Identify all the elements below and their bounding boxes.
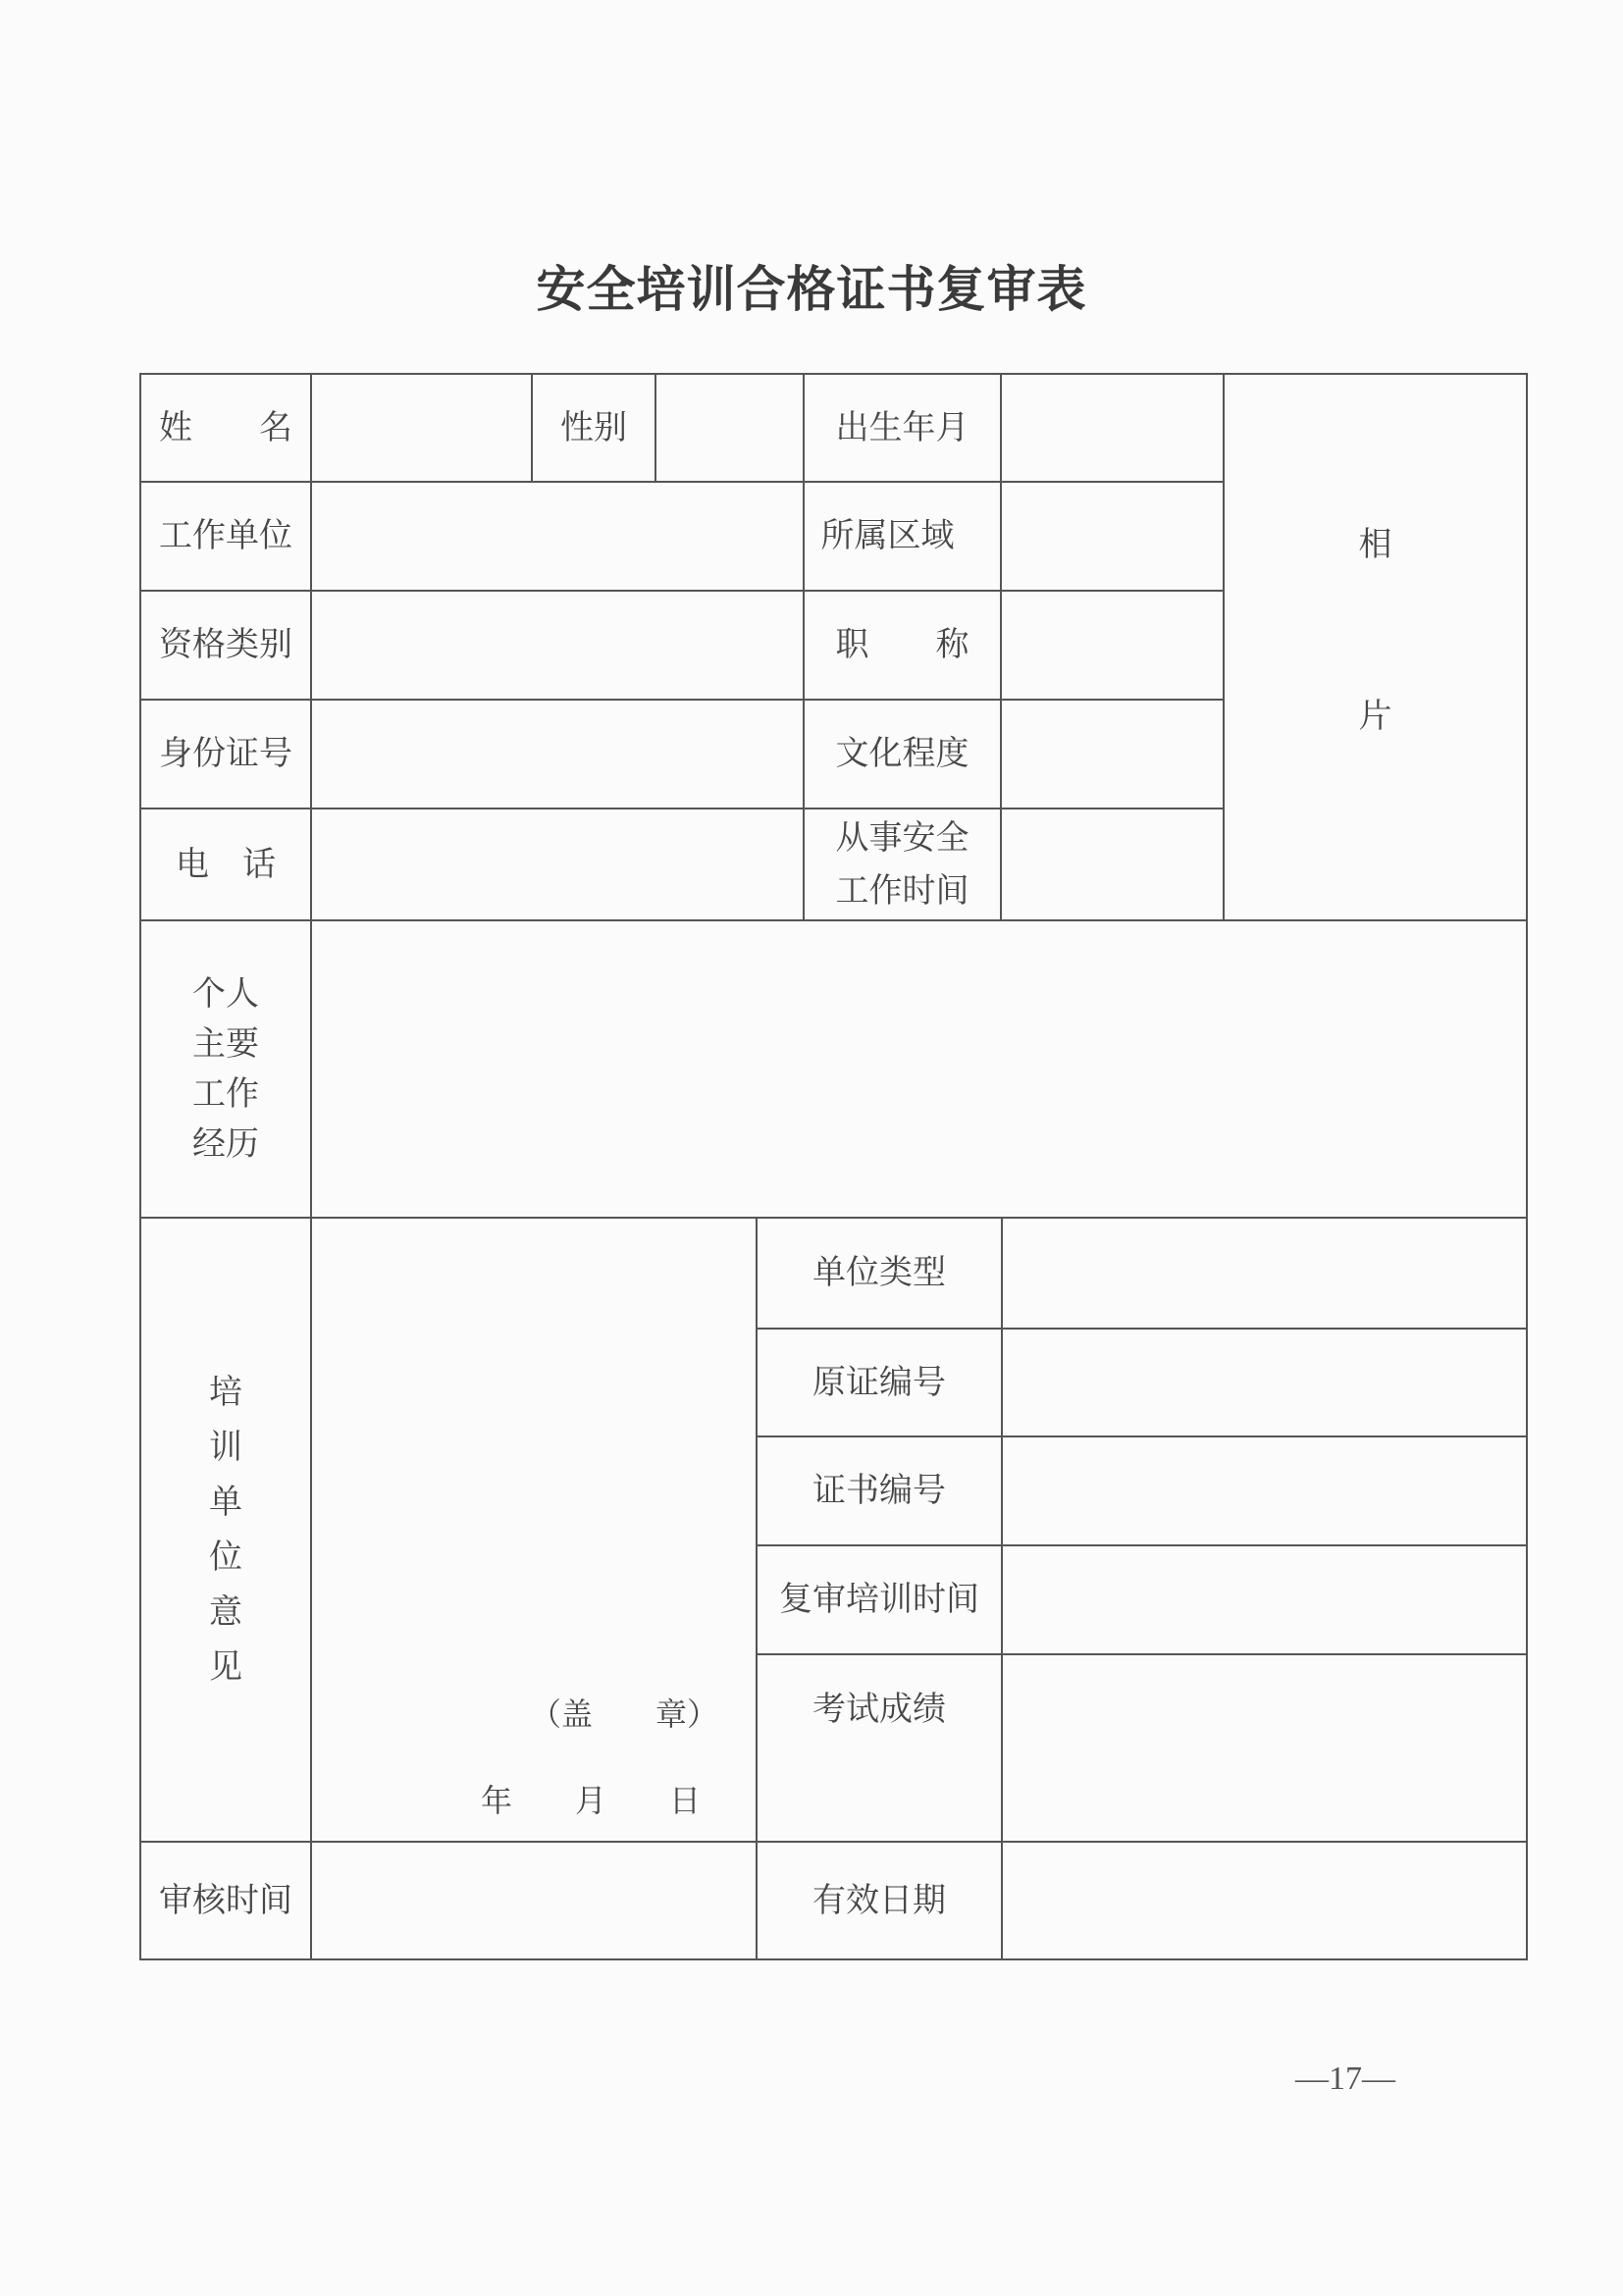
gender-label: 性别 — [560, 407, 627, 447]
job-title-field[interactable] — [1002, 592, 1223, 699]
phone-label: 电 话 — [176, 844, 276, 884]
review-time-field[interactable] — [312, 1843, 756, 1958]
exam-score-label: 考试成绩 — [812, 1689, 946, 1729]
id-number-field[interactable] — [312, 701, 803, 808]
work-experience-label-line: 个人 — [192, 973, 259, 1014]
education-label: 文化程度 — [835, 734, 969, 773]
original-cert-number-label: 原证编号 — [812, 1362, 946, 1402]
review-time-label: 审核时间 — [159, 1880, 292, 1920]
retrain-time-field[interactable] — [1003, 1546, 1526, 1653]
gender-field[interactable] — [656, 375, 803, 481]
work-experience-label-line: 经历 — [192, 1123, 259, 1164]
safety-work-years-label-line2: 工作时间 — [835, 871, 969, 911]
work-experience-label — [141, 921, 310, 1217]
page-title: 安全培训合格证书复审表 — [536, 260, 1087, 318]
qualification-field[interactable] — [312, 592, 803, 699]
region-field[interactable] — [1002, 483, 1223, 590]
date-label: 年 月 日 — [481, 1782, 702, 1819]
birth-label: 出生年月 — [835, 407, 969, 447]
region-label: 所属区域 — [820, 516, 955, 555]
cert-number-label: 证书编号 — [812, 1471, 946, 1510]
retrain-time-label: 复审培训时间 — [779, 1580, 979, 1619]
employer-label: 工作单位 — [159, 516, 292, 555]
birth-field[interactable] — [1002, 375, 1223, 481]
training-opinion-char: 训 — [209, 1427, 242, 1467]
safety-work-years-label-line1: 从事安全 — [835, 817, 969, 858]
training-opinion-char: 单 — [209, 1482, 242, 1522]
id-number-label: 身份证号 — [159, 734, 292, 773]
work-experience-field[interactable] — [312, 921, 1526, 1217]
name-field[interactable] — [312, 375, 531, 481]
exam-score-field[interactable] — [1003, 1655, 1526, 1841]
seal-label: （盖 章） — [530, 1696, 719, 1733]
safety-work-years-label — [805, 809, 1000, 919]
original-cert-number-field[interactable] — [1003, 1330, 1526, 1435]
unit-type-field[interactable] — [1003, 1219, 1526, 1328]
unit-type-label: 单位类型 — [812, 1253, 946, 1292]
valid-date-label: 有效日期 — [812, 1880, 946, 1920]
job-title-label: 职 称 — [835, 625, 969, 664]
photo-box[interactable] — [1225, 375, 1526, 919]
training-opinion-char: 见 — [209, 1647, 242, 1688]
training-unit-opinion-field[interactable] — [312, 1219, 756, 1841]
training-opinion-char: 意 — [209, 1592, 242, 1633]
name-label: 姓 名 — [159, 407, 292, 447]
training-opinion-char: 培 — [209, 1372, 242, 1412]
training-opinion-char: 位 — [209, 1538, 242, 1577]
training-unit-opinion-label — [141, 1219, 310, 1841]
phone-field[interactable] — [312, 809, 803, 919]
valid-date-field[interactable] — [1003, 1843, 1526, 1958]
work-experience-label-line: 工作 — [192, 1073, 259, 1114]
qualification-label: 资格类别 — [159, 625, 292, 664]
work-experience-label-line: 主要 — [192, 1023, 259, 1064]
safety-work-years-field[interactable] — [1002, 809, 1223, 919]
photo-label-2: 片 — [1358, 696, 1392, 736]
cert-number-field[interactable] — [1003, 1437, 1526, 1544]
employer-field[interactable] — [312, 483, 803, 590]
photo-label-1: 相 — [1358, 524, 1392, 564]
education-field[interactable] — [1002, 701, 1223, 808]
page-number: —17— — [1295, 2061, 1395, 2097]
